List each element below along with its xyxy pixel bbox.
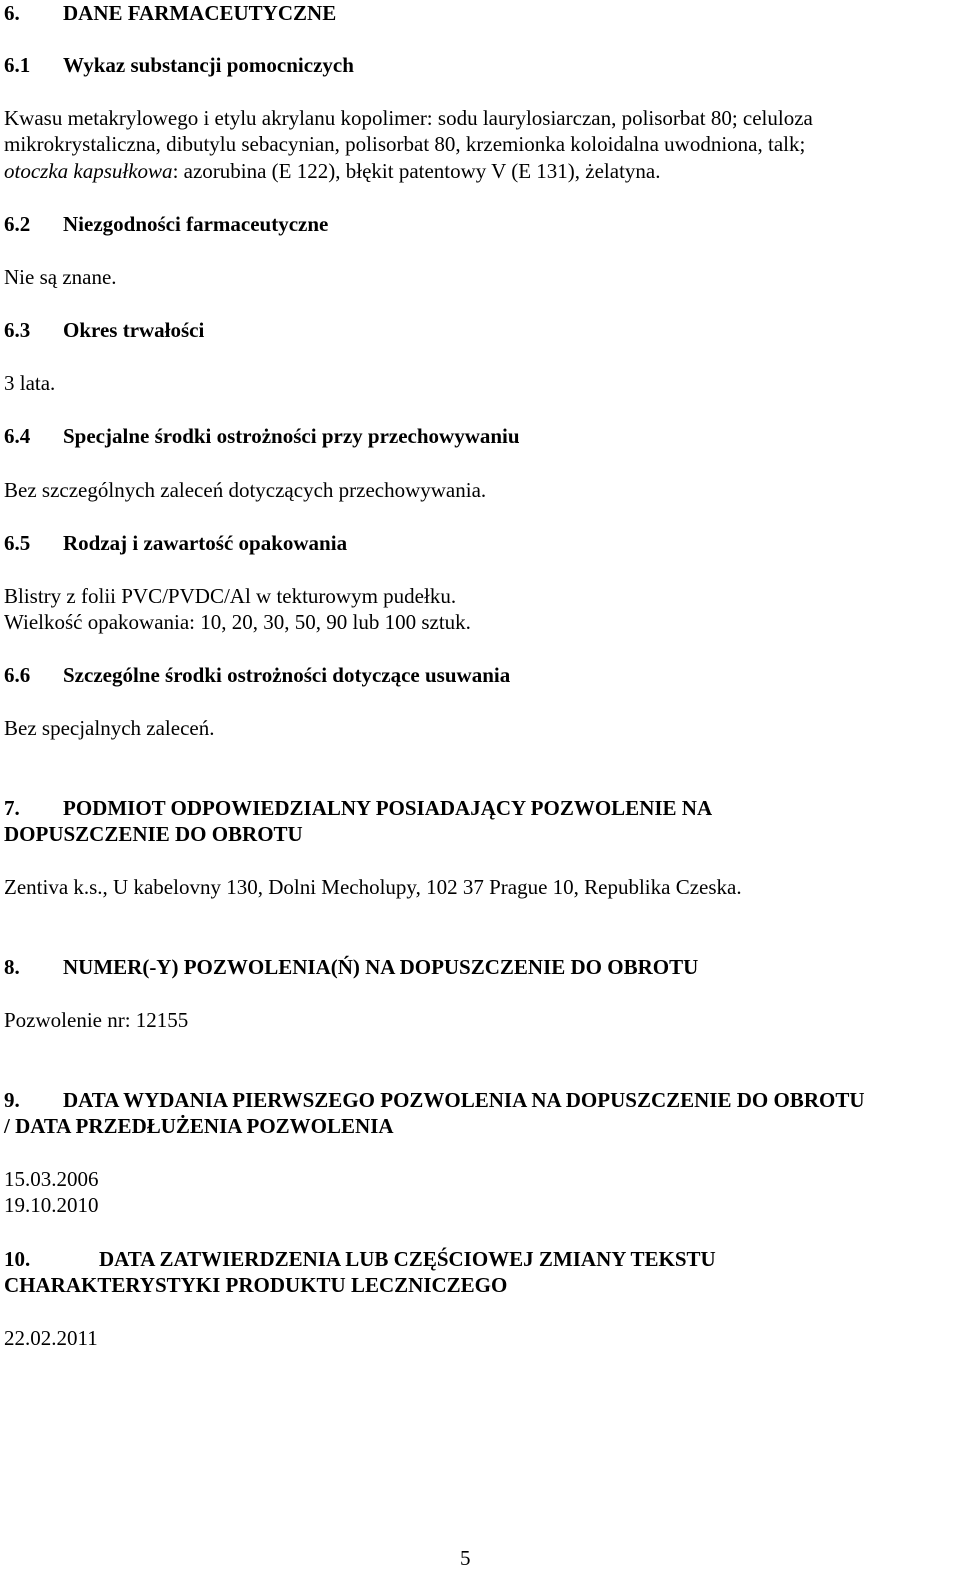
section-title: DANE FARMACEUTYCZNE bbox=[63, 1, 337, 25]
excipients-line-3 bbox=[4, 158, 660, 184]
section-10-heading-line-2: CHARAKTERYSTYKI PRODUKTU LECZNICZEGO bbox=[4, 1273, 508, 1297]
section-6-1-heading bbox=[4, 52, 354, 78]
packaging-line-1: Blistry z folii PVC/PVDC/Al w tekturowym pudełku. bbox=[4, 584, 457, 608]
shelf-life-text: 3 lata. bbox=[4, 371, 56, 395]
section-number: 10. bbox=[4, 1247, 31, 1271]
section-number: 6.6 bbox=[4, 663, 31, 687]
capsule-shell-label: otoczka kapsułkowa bbox=[4, 159, 173, 183]
section-6-5-heading bbox=[4, 530, 347, 556]
renewal-date: 19.10.2010 bbox=[4, 1193, 99, 1217]
section-9-heading-line-1 bbox=[4, 1087, 865, 1113]
section-6-3-heading bbox=[4, 317, 204, 343]
page-number: 5 bbox=[460, 1546, 471, 1570]
marketing-holder-text: Zentiva k.s., U kabelovny 130, Dolni Mecholupy, 102 37 Prague 10, Republika Czeska. bbox=[4, 875, 742, 899]
section-10-heading-line-1 bbox=[4, 1246, 716, 1272]
incompatibilities-text: Nie są znane. bbox=[4, 265, 117, 289]
section-title: Rodzaj i zawartość opakowania bbox=[63, 531, 348, 555]
section-title: NUMER(-Y) POZWOLENIA(Ń) NA DOPUSZCZENIE DO OBROTU bbox=[63, 955, 699, 979]
section-7-heading-line-2: DOPUSZCZENIE DO OBROTU bbox=[4, 822, 303, 846]
section-title: Wykaz substancji pomocniczych bbox=[63, 53, 354, 77]
section-title: DATA WYDANIA PIERWSZEGO POZWOLENIA NA DOPUSZCZENIE DO OBROTU bbox=[63, 1088, 865, 1112]
section-number: 6.5 bbox=[4, 531, 31, 555]
section-title: Niezgodności farmaceutyczne bbox=[63, 212, 329, 236]
section-title: Okres trwałości bbox=[63, 318, 205, 342]
section-number: 6.3 bbox=[4, 318, 31, 342]
section-number: 6.2 bbox=[4, 212, 31, 236]
authorisation-number-text: Pozwolenie nr: 12155 bbox=[4, 1008, 189, 1032]
revision-date: 22.02.2011 bbox=[4, 1326, 98, 1350]
section-8-heading bbox=[4, 954, 698, 980]
disposal-text: Bez specjalnych zaleceń. bbox=[4, 716, 215, 740]
section-number: 7. bbox=[4, 796, 20, 820]
section-6-heading bbox=[4, 0, 336, 26]
section-title: Specjalne środki ostrożności przy przechowywaniu bbox=[63, 424, 520, 448]
section-6-4-heading bbox=[4, 423, 520, 449]
section-6-2-heading bbox=[4, 211, 328, 237]
storage-text: Bez szczególnych zaleceń dotyczących przechowywania. bbox=[4, 478, 487, 502]
capsule-shell-text: : azorubina (E 122), błękit patentowy V (E 131), żelatyna. bbox=[172, 159, 661, 183]
section-number: 8. bbox=[4, 955, 20, 979]
packaging-line-2: Wielkość opakowania: 10, 20, 30, 50, 90 lub 100 sztuk. bbox=[4, 610, 471, 634]
section-7-heading-line-1 bbox=[4, 795, 712, 821]
section-title: DATA ZATWIERDZENIA LUB CZĘŚCIOWEJ ZMIANY TEKSTU bbox=[99, 1247, 716, 1271]
section-title: Szczególne środki ostrożności dotyczące usuwania bbox=[63, 663, 511, 687]
excipients-line-2: mikrokrystaliczna, dibutylu sebacynian, polisorbat 80, krzemionka koloidalna uwodniona, talk; bbox=[4, 132, 806, 156]
section-6-6-heading bbox=[4, 662, 510, 688]
section-9-heading-line-2: / DATA PRZEDŁUŻENIA POZWOLENIA bbox=[4, 1114, 394, 1138]
section-number: 6. bbox=[4, 1, 20, 25]
section-number: 6.1 bbox=[4, 53, 31, 77]
section-number: 6.4 bbox=[4, 424, 31, 448]
section-title: PODMIOT ODPOWIEDZIALNY POSIADAJĄCY POZWOLENIE NA bbox=[63, 796, 713, 820]
first-authorisation-date: 15.03.2006 bbox=[4, 1167, 99, 1191]
excipients-line-1: Kwasu metakrylowego i etylu akrylanu kopolimer: sodu laurylosiarczan, polisorbat 80; celuloza bbox=[4, 106, 813, 130]
section-number: 9. bbox=[4, 1088, 20, 1112]
